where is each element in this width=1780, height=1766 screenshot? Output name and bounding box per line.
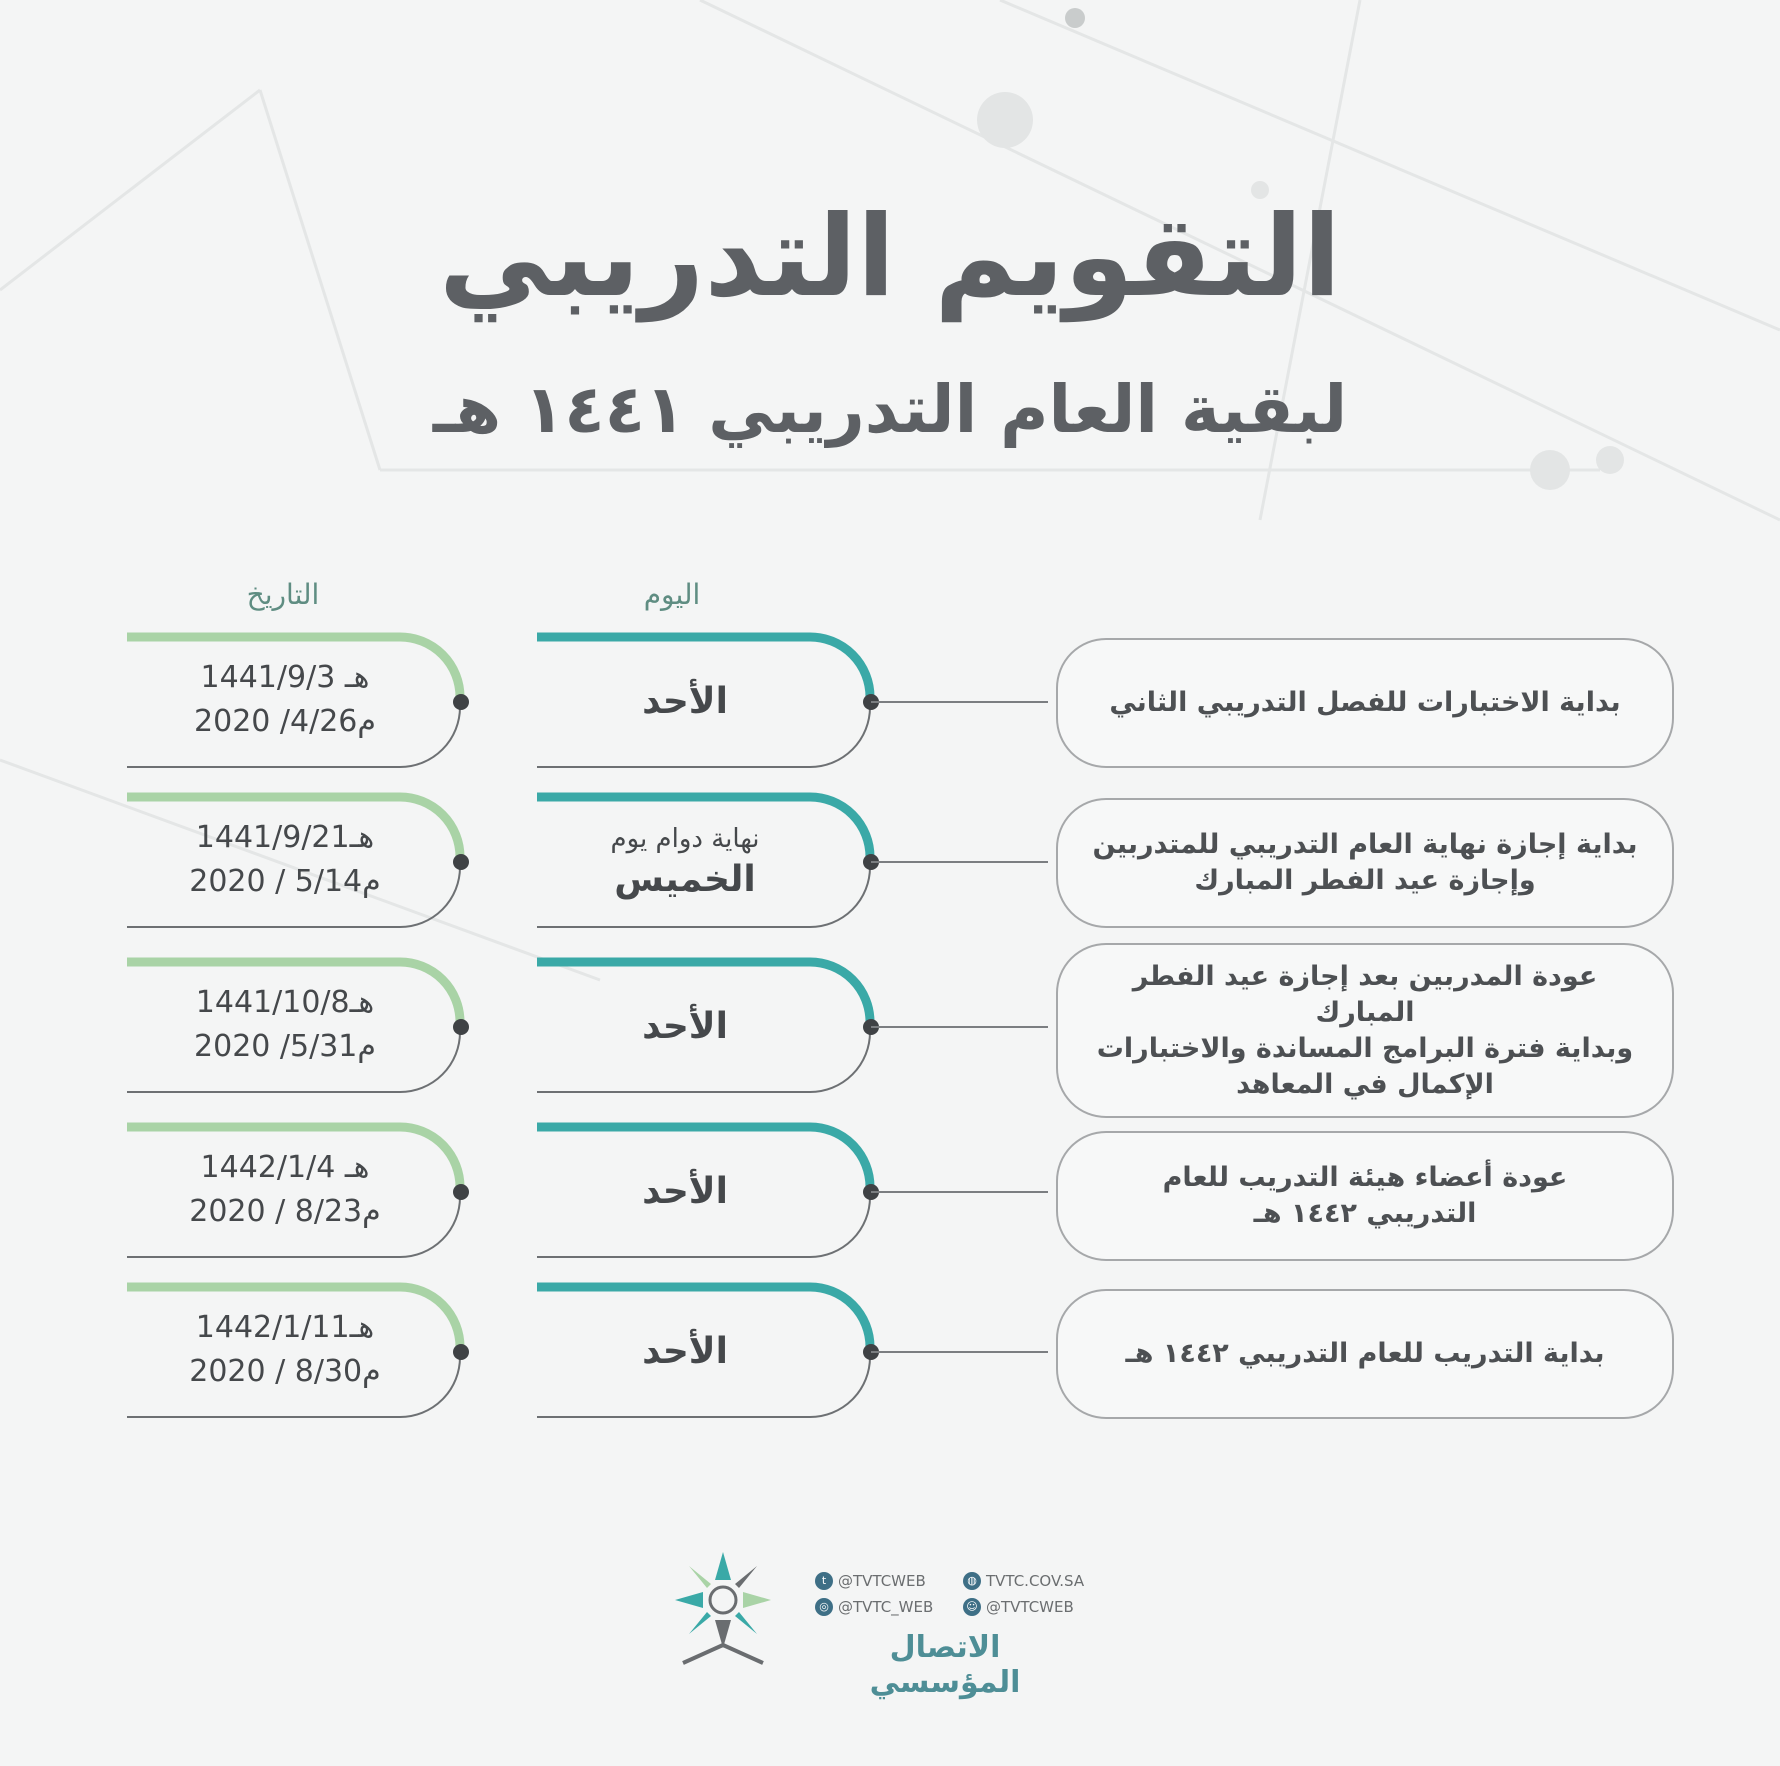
- gregorian-date: 2020 /4/26م: [194, 704, 376, 739]
- event-line: وبداية فترة البرامج المساندة والاختبارات: [1096, 1032, 1634, 1064]
- tvtc-logo-icon: [668, 1545, 778, 1675]
- day-cell: [535, 957, 835, 1097]
- twitter-handle[interactable]: [815, 1572, 926, 1590]
- instagram-handle[interactable]: [815, 1598, 933, 1616]
- event-line: عودة أعضاء هيئة التدريب للعام: [1162, 1162, 1568, 1193]
- website-link[interactable]: [963, 1572, 1084, 1590]
- page-subtitle: لبقية العام التدريبي ١٤٤١ هـ: [432, 371, 1348, 448]
- website-text: TVTC.COV.SA: [986, 1572, 1085, 1590]
- day-name: الأحد: [642, 1171, 728, 1212]
- event-text: [1126, 1336, 1605, 1372]
- hijri-date: 1442/1/11هـ: [195, 1310, 375, 1345]
- date-text: [140, 1146, 430, 1234]
- event-line: عودة المدربين بعد إجازة عيد الفطر المبارك: [1132, 960, 1598, 1028]
- day-name: الأحد: [642, 1006, 728, 1047]
- date-text: [140, 981, 430, 1069]
- date-dot: [453, 694, 469, 710]
- day-cell: [535, 1282, 835, 1422]
- hijri-date: 1442/1/4 هـ: [200, 1150, 370, 1185]
- day-name: الأحد: [642, 1331, 728, 1372]
- day-cell: [535, 632, 835, 772]
- event-line: بداية إجازة نهاية العام التدريبي للمتدربين: [1092, 829, 1638, 860]
- day-name: الأحد: [642, 681, 728, 722]
- event-line: بداية الاختبارات للفصل التدريبي الثاني: [1109, 687, 1621, 718]
- gregorian-date: 2020 / 8/30م: [189, 1354, 381, 1389]
- event-text: [1109, 685, 1620, 721]
- gregorian-date: 2020 / 8/23م: [189, 1194, 381, 1229]
- instagram-handle-text: @TVTC_WEB: [838, 1598, 934, 1616]
- globe-icon: ◍: [963, 1572, 981, 1590]
- snapchat-handle-text: @TVTCWEB: [986, 1598, 1074, 1616]
- event-text: [1093, 827, 1638, 899]
- date-dot: [453, 1344, 469, 1360]
- event-box: [1056, 1131, 1674, 1261]
- date-text: [140, 656, 430, 744]
- date-text: [140, 1306, 430, 1394]
- day-prefix: نهاية دوام يوم: [610, 824, 760, 854]
- hijri-date: 1441/10/8هـ: [195, 985, 375, 1020]
- hijri-date: 1441/9/3 هـ: [200, 660, 370, 695]
- event-text: [1163, 1160, 1568, 1232]
- event-box: [1056, 638, 1674, 768]
- hijri-date: 1441/9/21هـ: [195, 820, 375, 855]
- event-box: [1056, 798, 1674, 928]
- day-name: الخميس: [614, 859, 756, 900]
- date-dot: [453, 854, 469, 870]
- twitter-icon: t: [815, 1572, 833, 1590]
- snapchat-handle[interactable]: [963, 1598, 1074, 1616]
- day-cell: [535, 1122, 835, 1262]
- twitter-handle-text: @TVTCWEB: [838, 1572, 926, 1590]
- date-dot: [453, 1184, 469, 1200]
- instagram-icon: ◎: [815, 1598, 833, 1616]
- event-box: [1056, 943, 1674, 1118]
- event-box: [1056, 1289, 1674, 1419]
- day-cell: [535, 792, 835, 932]
- event-text: [1082, 959, 1648, 1103]
- gregorian-date: 2020 /5/31م: [194, 1029, 376, 1064]
- event-line: الإكمال في المعاهد: [1236, 1068, 1494, 1100]
- day-column-header: اليوم: [643, 578, 701, 611]
- department-name: الاتصال المؤسسي: [869, 1630, 1021, 1700]
- event-line: وإجازة عيد الفطر المبارك: [1194, 865, 1536, 896]
- date-dot: [453, 1019, 469, 1035]
- event-line: التدريبي ١٤٤٢ هـ: [1253, 1198, 1477, 1229]
- gregorian-date: 2020 / 5/14م: [189, 864, 381, 899]
- date-text: [140, 816, 430, 904]
- snapchat-icon: ☺: [963, 1598, 981, 1616]
- event-line: بداية التدريب للعام التدريبي ١٤٤٢ هـ: [1125, 1338, 1605, 1369]
- page-title: التقويم التدريبي: [438, 192, 1342, 322]
- date-column-header: التاريخ: [246, 578, 320, 611]
